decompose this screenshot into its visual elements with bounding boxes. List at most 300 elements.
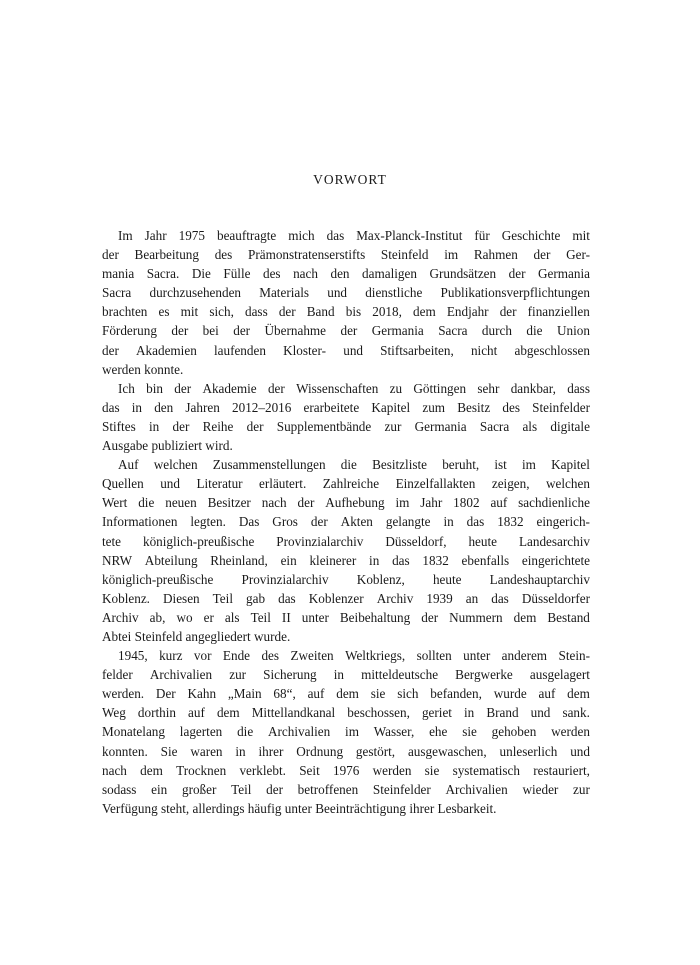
word: 1832: [497, 514, 524, 530]
word: welchen: [546, 476, 590, 492]
word: des: [261, 648, 280, 664]
word: II: [281, 609, 291, 625]
word: Einzelfallakten: [395, 476, 476, 492]
word: Publikationsverpflichtungen: [440, 285, 590, 301]
word: Provinzialarchiv: [276, 533, 364, 549]
word: der: [533, 247, 551, 263]
word: erarbeitete: [303, 399, 360, 415]
word: zu: [389, 380, 403, 396]
word: der: [310, 514, 328, 530]
word: Landesarchiv: [518, 533, 590, 549]
word: Teil: [250, 609, 271, 625]
word: nach: [102, 762, 127, 778]
word: bis: [345, 304, 362, 320]
word: der: [267, 380, 285, 396]
word: Union: [556, 323, 590, 339]
word: lagerten: [179, 724, 223, 740]
word: Wert: [102, 495, 128, 511]
word: Weg: [102, 705, 126, 721]
word: des: [502, 399, 520, 415]
paragraph: [102, 646, 590, 818]
word: in: [464, 705, 475, 721]
text-line: [102, 665, 590, 684]
word: und: [343, 342, 363, 358]
word: und: [160, 476, 180, 492]
word: Förderung: [102, 323, 157, 339]
word: erläutert.: [259, 476, 307, 492]
word: gelangte: [385, 514, 431, 530]
word: Aufhebung: [325, 495, 385, 511]
word: sich: [397, 686, 419, 702]
word: das: [466, 514, 485, 530]
word: und: [570, 743, 590, 759]
word: welchen: [153, 457, 198, 473]
word: königlich-preußische: [142, 533, 255, 549]
word: Akademien: [136, 342, 197, 358]
word: als: [522, 418, 538, 434]
word: als: [224, 609, 240, 625]
word: Jahr: [144, 228, 167, 243]
word: 2018,: [372, 304, 402, 320]
word: häufig: [247, 800, 285, 816]
word: das: [491, 590, 509, 606]
text-line: [102, 589, 590, 608]
word: Göttingen: [413, 380, 467, 396]
word: auf: [490, 495, 508, 511]
word: an: [465, 590, 479, 606]
word: sehr: [477, 380, 500, 396]
word: angegliedert: [185, 628, 254, 644]
word: Teil: [212, 590, 233, 606]
word: gestört,: [355, 743, 396, 759]
word: Bearbeitung: [134, 247, 199, 263]
word: dem: [140, 762, 163, 778]
word: ab,: [149, 609, 166, 625]
word: des: [262, 266, 281, 282]
word: Sicherung: [263, 667, 317, 683]
word: Informationen: [102, 514, 178, 530]
word: publiziert: [151, 438, 206, 454]
word: geriet: [421, 705, 452, 721]
word: die: [340, 457, 357, 473]
word: ihrer: [409, 800, 438, 816]
word: brachten: [102, 304, 148, 320]
word: sie: [370, 686, 386, 702]
body-text: [102, 226, 590, 818]
word: restauriert,: [533, 762, 590, 778]
word: Steinfelder: [532, 399, 590, 415]
word: eingerichtete: [521, 552, 590, 568]
word: 1832: [422, 552, 449, 568]
word: ebenfalls: [461, 552, 510, 568]
word: Beibehaltung: [339, 609, 411, 625]
word: für: [474, 228, 490, 243]
word: vor: [193, 648, 212, 664]
word: im: [395, 495, 410, 511]
text-line: [102, 283, 590, 302]
word: durchzusehenden: [149, 285, 242, 301]
word: dienstliche: [365, 285, 423, 301]
paragraph: [102, 379, 590, 455]
word: dem: [413, 304, 436, 320]
word: zeigen,: [491, 476, 530, 492]
word: der: [172, 418, 190, 434]
word: 1975: [178, 228, 205, 243]
word: Diesen: [163, 590, 200, 606]
word: beruht,: [442, 457, 480, 473]
word: mit: [180, 304, 199, 320]
text-line: [102, 341, 590, 360]
word: neuen: [165, 495, 197, 511]
word: Archiv: [102, 609, 139, 625]
word: damaligen: [362, 266, 417, 282]
word: legten.: [190, 514, 226, 530]
word: wird.: [205, 438, 233, 454]
word: Besitzer: [207, 495, 251, 511]
text-line: [102, 321, 590, 340]
word: die: [526, 323, 543, 339]
word: Akten: [340, 514, 373, 530]
page-heading: VORWORT: [313, 172, 387, 187]
text-line: [102, 608, 590, 627]
word: Steinfelder: [372, 781, 431, 797]
word: Ger-: [566, 247, 590, 263]
word: dem: [216, 705, 240, 721]
word: das: [102, 399, 120, 415]
word: in: [369, 552, 380, 568]
word: sodass: [102, 781, 137, 797]
text-line: [102, 646, 590, 665]
word: es: [158, 304, 170, 320]
text-line: [102, 398, 590, 417]
word: Materials: [259, 285, 310, 301]
word: Sacra: [438, 323, 468, 339]
word: Ich: [118, 380, 135, 396]
word: Ende: [222, 648, 251, 664]
word: mit: [572, 228, 590, 243]
word: den: [154, 399, 174, 415]
word: Besitzliste: [372, 457, 428, 473]
word: 1939: [426, 590, 453, 606]
word: Archivalien: [149, 667, 213, 683]
text-line: [102, 474, 590, 493]
word: Wissenschaften: [296, 380, 379, 396]
word: die: [237, 724, 254, 740]
word: Übernahme: [264, 323, 327, 339]
text-line: [102, 532, 590, 551]
word: Koblenzer: [308, 590, 364, 606]
text-line: [102, 780, 590, 799]
word: Wasser,: [373, 724, 415, 740]
word: heute: [432, 571, 462, 587]
word: wurde: [493, 686, 527, 702]
text-line: [102, 417, 590, 436]
word: Weltkriegs,: [345, 648, 406, 664]
word: Jahr: [420, 495, 443, 511]
word: Trocknen: [176, 762, 227, 778]
word: Fülle: [223, 266, 251, 282]
word: Teil: [231, 781, 252, 797]
word: königlich-preußische: [102, 571, 214, 587]
word: ausgelagert: [529, 667, 590, 683]
word: ein: [280, 552, 297, 568]
word: Auf: [118, 457, 139, 473]
word: zum: [422, 399, 446, 415]
word: Abtei: [102, 628, 135, 644]
word: zur: [229, 667, 247, 683]
word: waren: [190, 743, 223, 759]
word: dem: [513, 609, 537, 625]
word: kurz: [159, 648, 183, 664]
word: Zahlreiche: [322, 476, 380, 492]
word: Archivalien: [267, 724, 331, 740]
word: Lesbarkeit.: [437, 800, 497, 816]
word: laufenden: [213, 342, 266, 358]
text-line: [102, 722, 590, 741]
word: unter: [284, 800, 316, 816]
word: Beeinträchtigung: [315, 800, 410, 816]
word: durch: [481, 323, 512, 339]
word: 1976: [332, 762, 360, 778]
word: werden.: [102, 686, 145, 702]
text-line: [102, 226, 590, 245]
word: sich,: [209, 304, 234, 320]
text-line: [102, 493, 590, 512]
word: sachdienliche: [518, 495, 590, 511]
word: Kapitel: [371, 399, 411, 415]
word: 2012–2016: [232, 399, 292, 415]
word: des: [214, 247, 233, 263]
text-line: [102, 512, 590, 531]
word: mitteldeutsche: [361, 667, 439, 683]
word: Germania: [537, 266, 590, 282]
word: auf: [188, 705, 205, 721]
word: Provinzialarchiv: [241, 571, 329, 587]
word: dass: [567, 380, 590, 396]
word: auf: [307, 686, 325, 702]
word: Band: [306, 304, 335, 320]
word: Germania: [414, 418, 467, 434]
word: ihrer: [258, 743, 284, 759]
word: in: [333, 667, 345, 683]
word: NRW: [102, 552, 133, 568]
word: Prämonstratenserstifts: [248, 247, 366, 263]
word: ehe: [429, 724, 448, 740]
word: wurde.: [254, 628, 291, 644]
word: Stiftes: [102, 418, 136, 434]
word: Düsseldorfer: [521, 590, 590, 606]
word: 68“,: [273, 686, 296, 702]
word: zur: [384, 418, 402, 434]
word: Verfügung: [102, 800, 161, 816]
word: Steinfeld: [380, 247, 429, 263]
word: Stein-: [558, 648, 590, 664]
word: Kahn: [187, 686, 217, 702]
text-line: [102, 379, 590, 398]
word: Im: [118, 228, 133, 243]
word: der: [297, 495, 315, 511]
word: ein: [151, 781, 168, 797]
word: zur: [573, 781, 590, 797]
word: unter: [463, 648, 491, 664]
word: kleinerer: [309, 552, 357, 568]
text-line: [102, 245, 590, 264]
word: Rheinland,: [210, 552, 268, 568]
word: Koblenz.: [102, 590, 150, 606]
word: der: [171, 323, 189, 339]
word: sie: [424, 762, 440, 778]
text-line: [102, 551, 590, 570]
word: Reihe: [202, 418, 234, 434]
word: Bestand: [547, 609, 590, 625]
text-line: [102, 570, 590, 589]
word: Endjahr: [446, 304, 489, 320]
word: Sacra: [102, 285, 132, 301]
word: Archiv: [376, 590, 414, 606]
word: konnte.: [144, 361, 184, 377]
word: mich: [288, 228, 315, 243]
word: allerdings: [192, 800, 248, 816]
word: verklebt.: [239, 762, 286, 778]
word: Düsseldorf,: [385, 533, 447, 549]
text-line: [102, 627, 590, 646]
word: dankbar,: [510, 380, 556, 396]
word: der: [102, 247, 119, 263]
word: der: [266, 781, 283, 797]
word: heute: [468, 533, 498, 549]
word: digitale: [550, 418, 590, 434]
word: der: [421, 609, 439, 625]
word: der: [508, 266, 526, 282]
text-line: [102, 436, 590, 455]
word: gab: [246, 590, 266, 606]
word: Seit: [299, 762, 320, 778]
word: im: [444, 247, 459, 263]
word: der: [278, 304, 296, 320]
text-line: [102, 455, 590, 474]
word: beschossen,: [347, 705, 410, 721]
text-line: [102, 703, 590, 722]
word: steht,: [160, 800, 193, 816]
word: das: [278, 590, 296, 606]
word: Jahren: [185, 399, 220, 415]
word: Koblenz,: [356, 571, 405, 587]
text-line: [102, 761, 590, 780]
word: anderem: [501, 648, 548, 664]
word: der: [340, 323, 358, 339]
word: Gros: [272, 514, 298, 530]
word: in: [443, 514, 454, 530]
word: unter: [301, 609, 329, 625]
word: bin: [146, 380, 163, 396]
word: nach: [261, 495, 287, 511]
word: Stiftsarbeiten,: [380, 342, 454, 358]
word: nicht: [470, 342, 498, 358]
word: Kapitel: [551, 457, 590, 473]
word: der: [174, 380, 192, 396]
word: dass: [244, 304, 268, 320]
word: der: [233, 323, 251, 339]
word: Kloster-: [283, 342, 327, 358]
word: dem: [567, 686, 590, 702]
text-line: [102, 684, 590, 703]
word: dem: [336, 686, 359, 702]
word: wo: [176, 609, 193, 625]
word: bei: [202, 323, 219, 339]
word: Max-Planck-Institut: [356, 228, 463, 243]
word: in: [235, 743, 246, 759]
text-line: [102, 360, 590, 379]
paragraph: [102, 226, 590, 379]
word: ausgewaschen,: [407, 743, 487, 759]
word: in: [148, 418, 160, 434]
word: befanden,: [430, 686, 482, 702]
word: Besitz: [457, 399, 491, 415]
word: der: [246, 418, 264, 434]
word: im: [345, 724, 359, 740]
word: werden: [372, 762, 412, 778]
word: 1945,: [118, 648, 148, 664]
word: Germania: [371, 323, 424, 339]
word: Grundsätzen: [429, 266, 497, 282]
word: Die: [191, 266, 211, 282]
word: gehoben: [491, 724, 537, 740]
word: wieder: [522, 781, 559, 797]
word: beauftragte: [216, 228, 277, 243]
word: die: [138, 495, 155, 511]
word: auf: [538, 686, 556, 702]
word: Nummern: [449, 609, 503, 625]
word: konnten.: [102, 743, 148, 759]
word: Landeshauptarchiv: [489, 571, 590, 587]
word: im: [522, 457, 536, 473]
word: der: [499, 304, 517, 320]
word: Brand: [486, 705, 519, 721]
word: und: [327, 285, 347, 301]
word: sank.: [562, 705, 590, 721]
word: Ausgabe: [102, 438, 152, 454]
word: finanziellen: [527, 304, 590, 320]
word: betroffenen: [297, 781, 359, 797]
word: werden: [102, 361, 145, 377]
word: tete: [102, 533, 122, 549]
word: ist: [494, 457, 507, 473]
word: 1802: [453, 495, 480, 511]
word: systematisch: [452, 762, 520, 778]
word: Bergwerke: [455, 667, 513, 683]
word: Sacra.: [146, 266, 180, 282]
word: Abteilung: [144, 552, 198, 568]
paragraph: [102, 455, 590, 646]
word: sie: [462, 724, 477, 740]
word: Geschichte: [501, 228, 561, 243]
word: abgeschlossen: [514, 342, 590, 358]
word: Zweiten: [290, 648, 334, 664]
word: Quellen: [102, 476, 144, 492]
word: er: [203, 609, 214, 625]
word: sollten: [416, 648, 452, 664]
word: Steinfeld: [134, 628, 186, 644]
word: der: [102, 342, 119, 358]
word: Archivalien: [445, 781, 508, 797]
text-line: [102, 264, 590, 283]
word: Das: [238, 514, 260, 530]
word: eingerich-: [536, 514, 590, 530]
word: das: [326, 228, 345, 243]
text-line: [102, 799, 590, 818]
word: den: [330, 266, 350, 282]
word: Mittellandkanal: [251, 705, 336, 721]
